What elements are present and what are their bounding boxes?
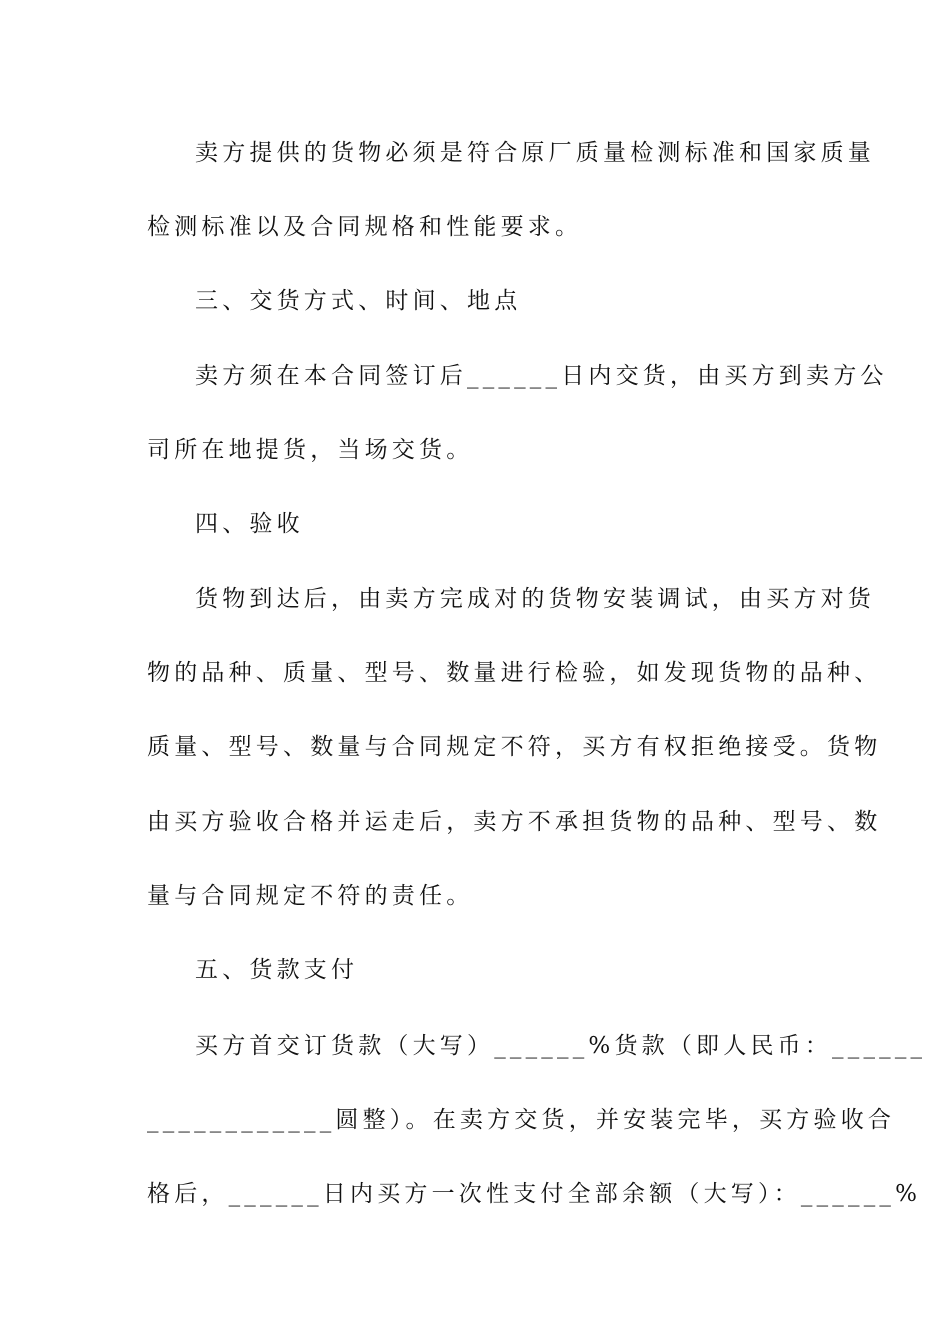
paragraph-line: 卖方须在本合同签订后______日内交货，由买方到卖方公 <box>195 363 888 389</box>
paragraph-line: 格后，______日内买方一次性支付全部余额（大写）：______% <box>147 1181 922 1207</box>
paragraph-line: 检测标准以及合同规格和性能要求。 <box>147 214 583 240</box>
paragraph-line: ____________圆整）。在卖方交货，并安装完毕，买方验收合 <box>147 1107 896 1133</box>
section-heading: 三、交货方式、时间、地点 <box>195 288 522 314</box>
paragraph-line: 卖方提供的货物必须是符合原厂质量检测标准和国家质量 <box>195 140 875 166</box>
paragraph-line: 质量、型号、数量与合同规定不符，买方有权拒绝接受。货物 <box>147 734 882 760</box>
paragraph-line: 司所在地提货，当场交货。 <box>147 437 474 463</box>
paragraph-line: 货物到达后，由卖方完成对的货物安装调试，由买方对货 <box>195 586 875 612</box>
paragraph-line: 物的品种、质量、型号、数量进行检验，如发现货物的品种、 <box>147 660 882 686</box>
section-heading: 四、验收 <box>195 511 304 537</box>
section-heading: 五、货款支付 <box>195 957 359 983</box>
paragraph-line: 买方首交订货款（大写）______%货款（即人民币：______ <box>195 1033 927 1059</box>
paragraph-line: 由买方验收合格并运走后，卖方不承担货物的品种、型号、数 <box>147 809 882 835</box>
paragraph-line: 量与合同规定不符的责任。 <box>147 883 474 909</box>
